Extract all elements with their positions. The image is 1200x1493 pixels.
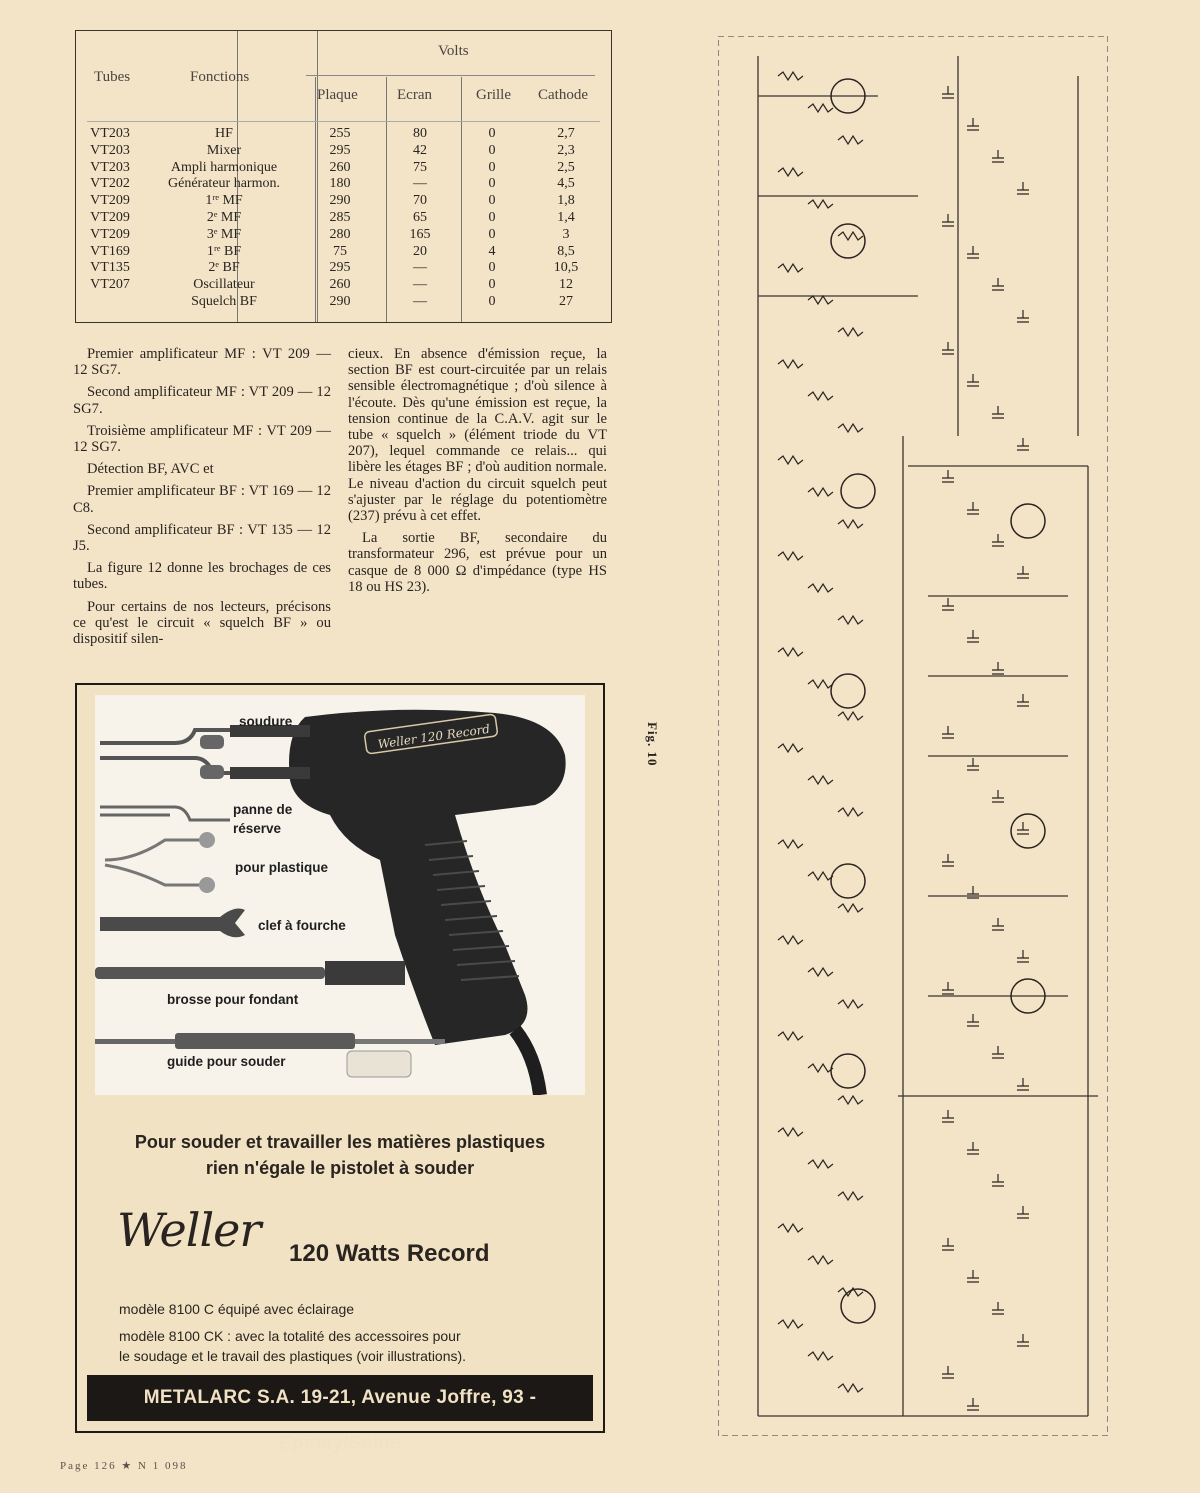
capacitor-symbol bbox=[992, 1174, 1004, 1186]
resistor-symbol bbox=[778, 360, 803, 368]
label-clef-a-fourche: clef à fourche bbox=[258, 918, 346, 933]
capacitor-symbol bbox=[1017, 182, 1029, 194]
resistor-symbol bbox=[808, 200, 833, 208]
cell-plaque: 260 bbox=[329, 159, 351, 175]
resistor-symbol bbox=[838, 1096, 863, 1104]
cell-tube: VT202 bbox=[90, 176, 130, 192]
capacitor-symbol bbox=[942, 1238, 954, 1250]
capacitor-symbol bbox=[967, 630, 979, 642]
table-row bbox=[76, 160, 611, 177]
cell-plaque: 260 bbox=[329, 277, 351, 293]
cell-tube: VT209 bbox=[90, 193, 130, 209]
right-text-column bbox=[348, 346, 607, 601]
advertiser-address: METALARC S.A. 19-21, Avenue Joffre, 93 - Epinay/Seine bbox=[87, 1375, 593, 1421]
header-plaque: Plaque bbox=[317, 87, 358, 103]
cell-ecran: — bbox=[413, 260, 427, 276]
capacitor-symbol bbox=[967, 1270, 979, 1282]
cell-tube: VT203 bbox=[90, 126, 130, 141]
paragraph: La sortie BF, secondaire du transformateur 296, est prévue pour un casque de 8 000 Ω d'impédance (type HS 18 ou HS 23). bbox=[348, 530, 607, 595]
cell-cathode: 2,5 bbox=[557, 159, 575, 175]
resistor-symbol bbox=[778, 456, 803, 464]
resistor-symbol bbox=[838, 520, 863, 528]
resistor-symbol bbox=[808, 1352, 833, 1360]
cell-tube: VT135 bbox=[90, 260, 130, 276]
paragraph: La figure 12 donne les brochages de ces tubes. bbox=[73, 560, 331, 593]
page-number: Page 126 ★ N 1 098 bbox=[60, 1460, 188, 1472]
header-grille: Grille bbox=[476, 87, 511, 103]
product-name: 120 Watts Record bbox=[289, 1240, 490, 1267]
resistor-symbol bbox=[838, 808, 863, 816]
table-row bbox=[76, 277, 611, 294]
resistor-symbol bbox=[778, 1320, 803, 1328]
resistor-symbol bbox=[778, 168, 803, 176]
weller-advertisement bbox=[75, 683, 605, 1454]
cell-tube: VT209 bbox=[90, 226, 130, 242]
cell-plaque: 295 bbox=[329, 142, 351, 158]
paragraph: Troisième amplificateur MF : VT 209 — 12 SG7. bbox=[73, 422, 331, 456]
left-text-column bbox=[73, 346, 331, 653]
cell-fonction: 1ʳᵉ BF bbox=[206, 243, 242, 259]
resistor-symbol bbox=[808, 1160, 833, 1168]
resistor-symbol bbox=[838, 1000, 863, 1008]
cell-grille: 0 bbox=[488, 193, 496, 209]
gun-logo: Weller 120 Record bbox=[376, 721, 491, 752]
cell-cathode: 4,5 bbox=[557, 176, 575, 192]
cell-fonction: 3ᵉ MF bbox=[206, 226, 242, 242]
capacitor-symbol bbox=[942, 342, 954, 354]
cell-plaque: 285 bbox=[329, 210, 351, 225]
cell-ecran: 42 bbox=[413, 142, 427, 158]
resistor-symbol bbox=[778, 1128, 803, 1136]
voltage-table bbox=[75, 30, 612, 323]
capacitor-symbol bbox=[967, 118, 979, 130]
cell-cathode: 3 bbox=[562, 226, 570, 242]
cell-tube: VT169 bbox=[90, 243, 130, 259]
table-row bbox=[76, 227, 611, 244]
cell-ecran: — bbox=[413, 294, 427, 309]
resistor-symbol bbox=[838, 904, 863, 912]
label-brosse-pour-fondant: brosse pour fondant bbox=[167, 992, 299, 1007]
resistor-symbol bbox=[778, 264, 803, 272]
resistor-symbol bbox=[808, 1064, 833, 1072]
cell-grille: 4 bbox=[488, 243, 496, 259]
paragraph: Pour certains de nos lecteurs, précisons ce qu'est le circuit « squelch BF » ou dispositif silen- bbox=[73, 598, 331, 648]
cell-grille: 0 bbox=[488, 126, 496, 141]
cell-grille: 0 bbox=[488, 277, 496, 293]
capacitor-symbol bbox=[967, 758, 979, 770]
capacitor-symbol bbox=[992, 790, 1004, 802]
paragraph: Second amplificateur MF : VT 209 — 12 SG7. bbox=[73, 384, 331, 417]
resistor-symbol bbox=[778, 552, 803, 560]
capacitor-symbol bbox=[967, 1014, 979, 1026]
label-panne-de-reserve: panne de réserve bbox=[233, 802, 293, 836]
cell-ecran: — bbox=[413, 277, 427, 293]
cell-cathode: 2,3 bbox=[557, 142, 575, 158]
table-row bbox=[76, 294, 611, 311]
cell-plaque: 280 bbox=[329, 226, 351, 242]
cell-fonction: HF bbox=[215, 126, 233, 141]
vacuum-tube-symbol bbox=[831, 864, 865, 898]
table-row bbox=[76, 260, 611, 277]
cell-fonction: Squelch BF bbox=[191, 294, 257, 309]
table-row bbox=[76, 176, 611, 193]
capacitor-symbol bbox=[942, 1110, 954, 1122]
cell-cathode: 12 bbox=[559, 277, 573, 293]
cell-tube: VT203 bbox=[90, 142, 130, 158]
cell-tube: VT207 bbox=[90, 277, 130, 293]
vacuum-tube-symbol bbox=[1011, 504, 1045, 538]
capacitor-symbol bbox=[942, 982, 954, 994]
cell-grille: 0 bbox=[488, 159, 496, 175]
cell-grille: 0 bbox=[488, 210, 496, 225]
paragraph: cieux. En absence d'émission reçue, la section BF est court-circuitée par un relais sensible électromagnétique ; d'où silence à l'écoute. Dès qu'une émission est reçue, la tension continue de la C.A.V. agit sur le tube « squelch » (élément triode du VT 207), lequel commande ce relais... qui libère les étages BF ; d'où audition normale. Le niveau d'action du circuit squelch peut s'ajuster par le réglage du potentiomètre (237) prévu à cet effet. bbox=[348, 346, 607, 525]
label-guide-pour-souder: guide pour souder bbox=[167, 1054, 286, 1069]
cell-grille: 0 bbox=[488, 142, 496, 158]
cell-cathode: 27 bbox=[559, 294, 573, 309]
cell-fonction: 2ᵉ BF bbox=[208, 260, 240, 276]
resistor-symbol bbox=[808, 296, 833, 304]
paragraph: Second amplificateur BF : VT 135 — 12 J5. bbox=[73, 521, 331, 555]
cell-cathode: 1,4 bbox=[557, 210, 575, 225]
cell-plaque: 180 bbox=[329, 176, 351, 192]
resistor-symbol bbox=[838, 616, 863, 624]
capacitor-symbol bbox=[1017, 822, 1029, 834]
table-row bbox=[76, 193, 611, 210]
cell-grille: 0 bbox=[488, 260, 496, 276]
cell-plaque: 295 bbox=[329, 260, 351, 276]
resistor-symbol bbox=[838, 328, 863, 336]
model-8100ck-line1: modèle 8100 CK : avec la totalité des accessoires pour bbox=[119, 1328, 461, 1344]
capacitor-symbol bbox=[967, 502, 979, 514]
resistor-symbol bbox=[808, 680, 833, 688]
paragraph: Premier amplificateur BF : VT 169 — 12 C8. bbox=[73, 483, 331, 516]
header-ecran: Ecran bbox=[397, 87, 432, 103]
capacitor-symbol bbox=[1017, 310, 1029, 322]
capacitor-symbol bbox=[992, 406, 1004, 418]
resistor-symbol bbox=[838, 1192, 863, 1200]
cell-tube: VT209 bbox=[90, 210, 130, 225]
capacitor-symbol bbox=[1017, 1334, 1029, 1346]
capacitor-symbol bbox=[942, 598, 954, 610]
cell-fonction: 2ᵉ MF bbox=[206, 210, 242, 225]
label-soudure: soudure bbox=[239, 714, 293, 729]
brand-logo: Weller bbox=[117, 1203, 261, 1257]
cell-grille: 0 bbox=[488, 176, 496, 192]
vacuum-tube-symbol bbox=[841, 474, 875, 508]
resistor-symbol bbox=[838, 1384, 863, 1392]
cell-plaque: 290 bbox=[329, 193, 351, 209]
capacitor-symbol bbox=[942, 854, 954, 866]
capacitor-symbol bbox=[942, 214, 954, 226]
resistor-symbol bbox=[808, 392, 833, 400]
resistor-symbol bbox=[808, 968, 833, 976]
cell-cathode: 1,8 bbox=[557, 193, 575, 209]
capacitor-symbol bbox=[967, 1142, 979, 1154]
cell-fonction: Générateur harmon. bbox=[168, 176, 280, 192]
paragraph: Premier amplificateur MF : VT 209 — 12 SG7. bbox=[73, 346, 331, 379]
capacitor-symbol bbox=[992, 534, 1004, 546]
figure-label: Fig. 10 bbox=[645, 722, 660, 767]
cell-ecran: 70 bbox=[413, 193, 427, 209]
vacuum-tube-symbol bbox=[841, 1289, 875, 1323]
cell-fonction: 1ʳᵉ MF bbox=[205, 193, 243, 209]
circuit-schematic bbox=[718, 36, 1108, 1436]
header-fonctions: Fonctions bbox=[190, 69, 250, 85]
cell-fonction: Oscillateur bbox=[193, 277, 255, 293]
model-8100c: modèle 8100 C équipé avec éclairage bbox=[119, 1301, 355, 1317]
cell-ecran: — bbox=[413, 176, 427, 192]
capacitor-symbol bbox=[1017, 1206, 1029, 1218]
resistor-symbol bbox=[778, 1032, 803, 1040]
cell-ecran: 165 bbox=[409, 226, 431, 242]
resistor-symbol bbox=[808, 776, 833, 784]
capacitor-symbol bbox=[967, 374, 979, 386]
resistor-symbol bbox=[838, 712, 863, 720]
resistor-symbol bbox=[778, 648, 803, 656]
cell-plaque: 75 bbox=[333, 243, 347, 259]
cell-plaque: 290 bbox=[329, 294, 351, 309]
capacitor-symbol bbox=[992, 278, 1004, 290]
capacitor-symbol bbox=[1017, 566, 1029, 578]
cell-fonction: Mixer bbox=[206, 142, 242, 158]
cell-ecran: 80 bbox=[413, 126, 427, 141]
table-row bbox=[76, 210, 611, 227]
capacitor-symbol bbox=[942, 470, 954, 482]
cell-ecran: 65 bbox=[413, 210, 427, 225]
header-volts: Volts bbox=[438, 43, 469, 59]
resistor-symbol bbox=[838, 232, 863, 240]
model-8100ck-line2: le soudage et le travail des plastiques (voir illustrations). bbox=[119, 1348, 467, 1364]
vacuum-tube-symbol bbox=[1011, 814, 1045, 848]
table-row bbox=[76, 143, 611, 160]
paragraph: Détection BF, AVC et bbox=[87, 461, 214, 478]
capacitor-symbol bbox=[992, 1302, 1004, 1314]
cell-cathode: 10,5 bbox=[553, 260, 579, 276]
product-photo bbox=[95, 695, 585, 1095]
cell-fonction: Ampli harmonique bbox=[170, 159, 278, 175]
cell-cathode: 2,7 bbox=[557, 126, 575, 141]
resistor-symbol bbox=[778, 72, 803, 80]
capacitor-symbol bbox=[992, 1046, 1004, 1058]
capacitor-symbol bbox=[1017, 694, 1029, 706]
cell-grille: 0 bbox=[488, 226, 496, 242]
vacuum-tube-symbol bbox=[831, 674, 865, 708]
capacitor-symbol bbox=[992, 150, 1004, 162]
cell-ecran: 20 bbox=[413, 243, 427, 259]
resistor-symbol bbox=[778, 936, 803, 944]
capacitor-symbol bbox=[942, 1366, 954, 1378]
capacitor-symbol bbox=[1017, 1078, 1029, 1090]
cell-plaque: 255 bbox=[329, 126, 351, 141]
resistor-symbol bbox=[808, 1256, 833, 1264]
resistor-symbol bbox=[778, 1224, 803, 1232]
cell-tube: VT203 bbox=[90, 159, 130, 175]
table-row bbox=[76, 244, 611, 261]
capacitor-symbol bbox=[1017, 950, 1029, 962]
header-tubes: Tubes bbox=[94, 69, 131, 85]
label-pour-plastique: pour plastique bbox=[235, 860, 329, 875]
capacitor-symbol bbox=[942, 726, 954, 738]
table-row bbox=[76, 126, 611, 143]
capacitor-symbol bbox=[992, 662, 1004, 674]
resistor-symbol bbox=[808, 488, 833, 496]
resistor-symbol bbox=[778, 744, 803, 752]
cell-ecran: 75 bbox=[413, 159, 427, 175]
capacitor-symbol bbox=[942, 86, 954, 98]
cell-cathode: 8,5 bbox=[557, 243, 575, 259]
vacuum-tube-symbol bbox=[831, 1054, 865, 1088]
cell-grille: 0 bbox=[488, 294, 496, 309]
ad-headline-1: Pour souder et travailler les matières plastiques bbox=[134, 1132, 546, 1152]
resistor-symbol bbox=[838, 136, 863, 144]
resistor-symbol bbox=[808, 584, 833, 592]
header-cathode: Cathode bbox=[538, 87, 588, 103]
resistor-symbol bbox=[808, 104, 833, 112]
capacitor-symbol bbox=[992, 918, 1004, 930]
resistor-symbol bbox=[808, 872, 833, 880]
ad-headline-2: rien n'égale le pistolet à souder bbox=[205, 1158, 475, 1178]
resistor-symbol bbox=[838, 424, 863, 432]
resistor-symbol bbox=[778, 840, 803, 848]
soldering-gun-illustration bbox=[95, 695, 585, 1095]
capacitor-symbol bbox=[1017, 438, 1029, 450]
capacitor-symbol bbox=[967, 246, 979, 258]
capacitor-symbol bbox=[967, 1398, 979, 1410]
